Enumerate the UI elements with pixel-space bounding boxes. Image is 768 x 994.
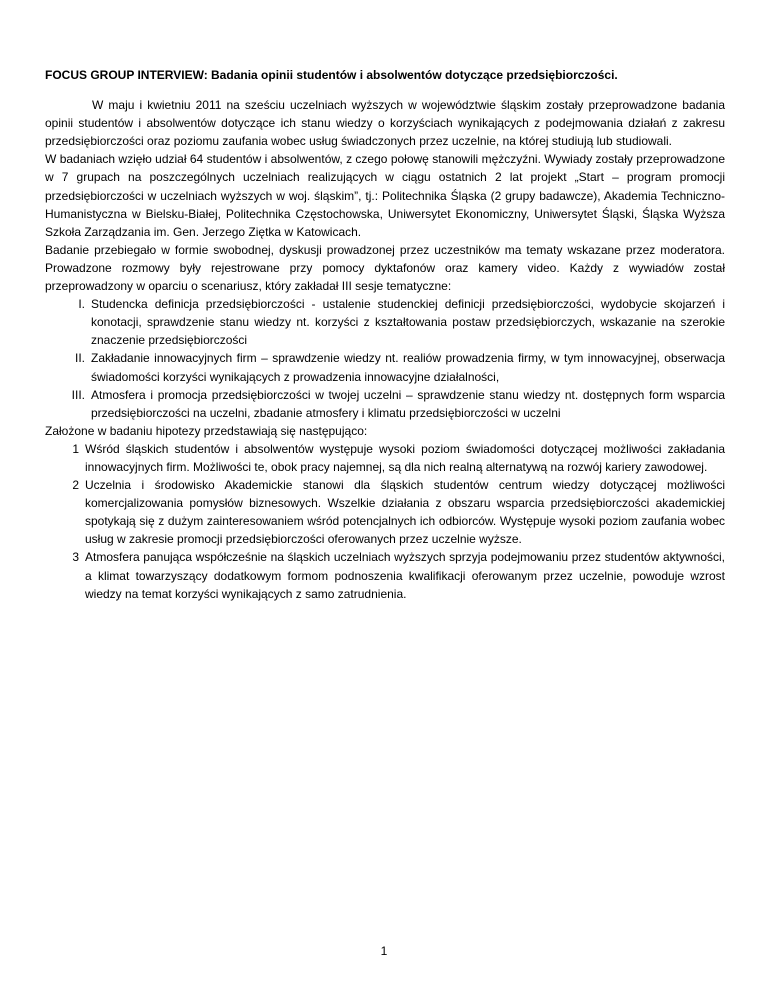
- list-item: [45, 295, 725, 349]
- list-item: [45, 440, 725, 476]
- sessions-list: [45, 295, 725, 422]
- list-item: [45, 349, 725, 385]
- participants-paragraph: W badaniach wzięło udział 64 studentów i absolwentów, z czego połowę stanowili mężczyźni. Wywiady zostały przeprowadzone w 7 grupach na poszczególnych uczelniach realizujących w ciągu ostatnich 2 lat projekt „Start – program promocji przedsiębiorczości w uczelniach wyższych w woj. śląskim”, tj.: Politechnika Śląska (2 grupy badawcze), Akademia Techniczno-Humanistyczna w Bielsku-Białej, Politechnika Częstochowska, Uniwersytet Ekonomiczny, Uniwersytet Śląski, Śląska Wyższa Szkoła Zarządzania im. Gen. Jerzego Ziętka w Katowicach.: [45, 152, 725, 239]
- method-paragraph: Badanie przebiegało w formie swobodnej, dyskusji prowadzonej przez uczestników ma tematy wskazane przez moderatora. Prowadzone rozmowy były rejestrowane przy pomocy dyktafonów oraz kamery video. Każdy z wywiadów został przeprowadzony w oparciu o scenariusz, który zakładał III sesje tematyczne:: [45, 242, 725, 294]
- list-item: [45, 476, 725, 548]
- intro-paragraph: W maju i kwietniu 2011 na sześciu uczelniach wyższych w województwie śląskim zostały przeprowadzone badania opinii studentów i absolwentów dotyczące ich stanu wiedzy o korzyściach wynikających z podejmowania działań z zakresu przedsiębiorczości oraz poziomu zaufania wobec usług świadczonych przez uczelnie, na której studiują lub studiowali.: [45, 98, 725, 149]
- list-marker: 1: [72, 441, 79, 456]
- list-marker: II.: [74, 351, 85, 366]
- list-item-text: Uczelnia i środowisko Akademickie stanowi dla śląskich studentów centrum wiedzy dotyczącej możliwości komercjalizowania pomysłów biznesowych. Wszelkie działania z obszaru wsparcia przedsiębiorczości akademickiej spotykają się z dużym zainteresowaniem wśród potencjalnych ich odbiorców. Występuje wysoki poziom zaufania wobec usług w zakresie promocji przedsiębiorczości oferowanych przez uczelnie wyższe.: [85, 478, 725, 547]
- hypotheses-list: [45, 440, 725, 603]
- list-marker: 2: [72, 478, 79, 493]
- list-item: [45, 386, 725, 422]
- list-marker: III.: [71, 387, 85, 402]
- list-marker: 3: [72, 550, 79, 565]
- list-marker: I.: [78, 297, 85, 312]
- list-item-text: Atmosfera i promocja przedsiębiorczości w twojej uczelni – sprawdzenie stanu wiedzy nt. dostępnych form wsparcia przedsiębiorczości na uczelni, zbadanie atmosfery i klimatu przedsiębiorczości w uczelni: [91, 387, 725, 420]
- list-item-text: Zakładanie innowacyjnych firm – sprawdzenie wiedzy nt. realiów prowadzenia firmy, w tym innowacyjnej, obserwacja świadomości korzyści wynikających z prowadzenia innowacyjne działalności,: [91, 351, 725, 384]
- document-page: [45, 66, 725, 603]
- list-item-text: Wśród śląskich studentów i absolwentów występuje wysoki poziom świadomości dotyczącej możliwości zakładania innowacyjnych firm. Możliwości te, obok pracy najemnej, są dla nich realną alternatywą na rozwój kariery zawodowej.: [85, 441, 725, 474]
- hypotheses-intro: Założone w badaniu hipotezy przedstawiają się następująco:: [45, 423, 368, 438]
- list-item: [45, 548, 725, 602]
- document-title: FOCUS GROUP INTERVIEW: Badania opinii studentów i absolwentów dotyczące przedsiębiorczości.: [45, 68, 618, 82]
- page-number: 1: [380, 944, 388, 958]
- list-item-text: Studencka definicja przedsiębiorczości - ustalenie studenckiej definicji przedsiębiorczości, wydobycie skojarzeń i konotacji, sprawdzenie stanu wiedzy nt. korzyści z kształtowania postaw przedsiębiorczych, wskazanie na szerokie znaczenie przedsiębiorczości: [91, 297, 725, 348]
- list-item-text: Atmosfera panująca współcześnie na śląskich uczelniach wyższych sprzyja podejmowaniu przez studentów aktywności, a klimat towarzyszący dodatkowym formom podnoszenia kwalifikacji oferowanym przez uczelnie, powoduje wzrost wiedzy na temat korzyści wynikających z samo zatrudnienia.: [85, 550, 725, 601]
